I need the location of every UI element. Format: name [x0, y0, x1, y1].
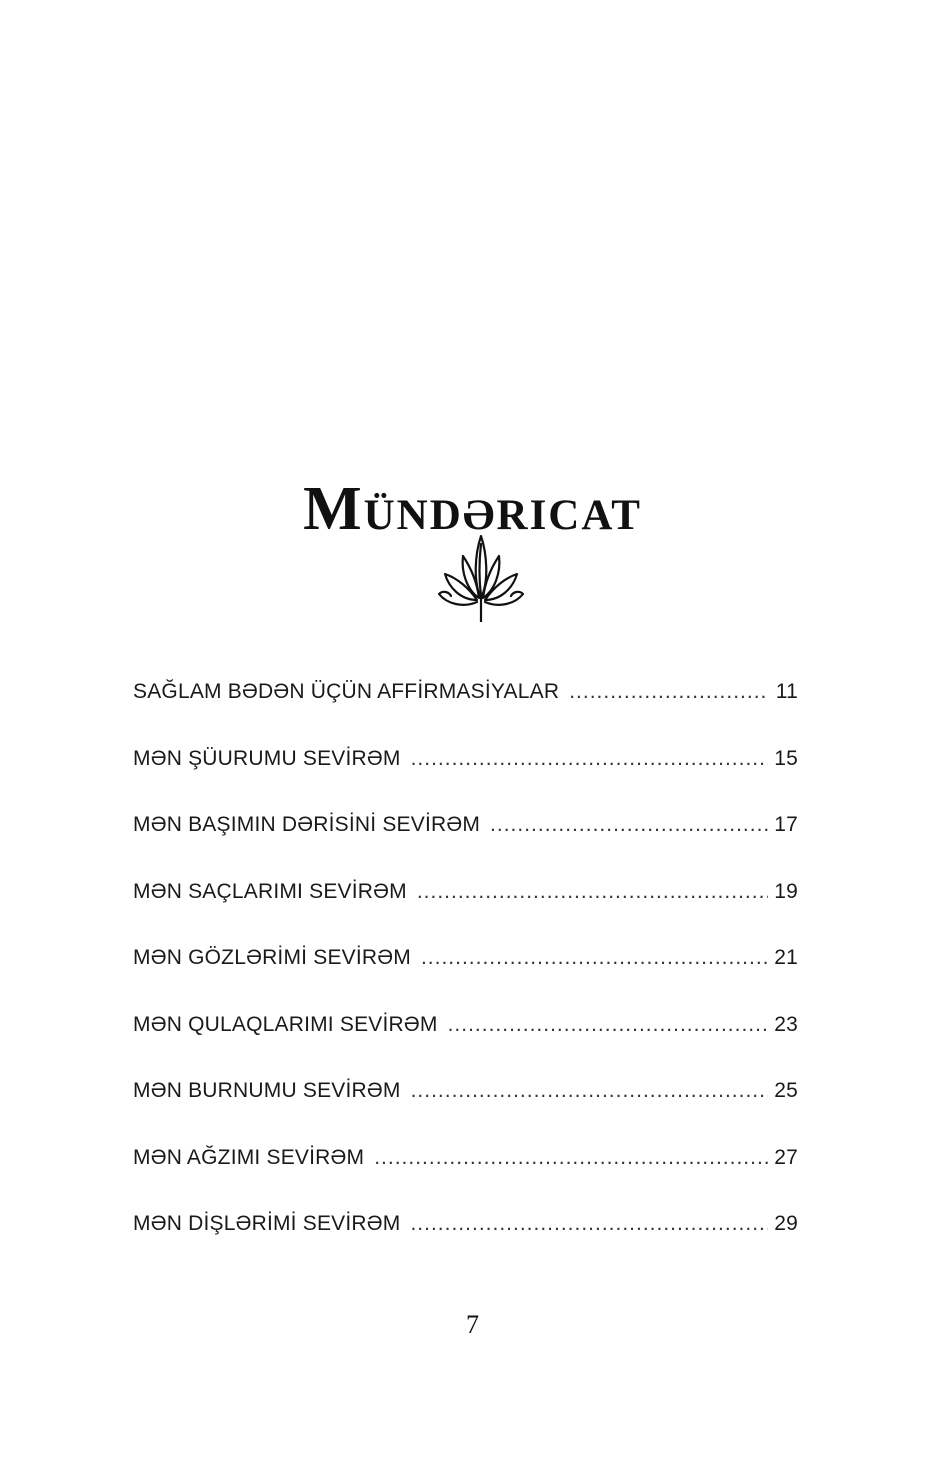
- toc-entry-page: 27: [774, 1145, 798, 1169]
- dot-leader: [569, 680, 768, 704]
- dot-leader: [374, 1146, 768, 1170]
- page-number: 7: [466, 1310, 479, 1339]
- dot-leader: [411, 747, 768, 771]
- toc-entry-page: 19: [774, 879, 798, 903]
- toc-entry-title: MƏN BURNUMU SEVİRƏM: [133, 1079, 401, 1102]
- toc-entry-page: 17: [774, 813, 798, 836]
- toc-entry-title: SAĞLAM BƏDƏN ÜÇÜN AFFİRMASİYALAR: [133, 680, 560, 703]
- toc-entry-page: 15: [774, 746, 798, 770]
- toc-entry-title: MƏN GÖZLƏRİMİ SEVİRƏM: [133, 946, 411, 969]
- dot-leader: [490, 813, 768, 837]
- dot-leader: [421, 946, 768, 970]
- toc-entry-title: MƏN AĞZIMI SEVİRƏM: [133, 1145, 365, 1169]
- toc-entry-page: 23: [774, 1012, 798, 1036]
- page-title: Mündəricat: [303, 474, 642, 543]
- toc-entry-title: MƏN DİŞLƏRİMİ SEVİRƏM: [133, 1212, 401, 1235]
- dot-leader: [448, 1013, 768, 1037]
- toc-entry-page: 29: [774, 1212, 798, 1235]
- toc-entry[interactable]: [133, 1079, 798, 1146]
- toc-entry-page: 11: [775, 680, 798, 703]
- toc-entry[interactable]: [133, 1146, 798, 1213]
- toc-entry-title: MƏN SAÇLARIMI SEVİRƏM: [133, 879, 407, 903]
- toc-entry-title: MƏN QULAQLARIMI SEVİRƏM: [133, 1012, 438, 1036]
- toc-entry-title: MƏN ŞÜURUMU SEVİRƏM: [133, 746, 401, 770]
- toc-entry[interactable]: [133, 1212, 798, 1279]
- toc-entry[interactable]: [133, 813, 798, 880]
- lotus-leaf-icon: [437, 530, 525, 622]
- toc-entry-title: MƏN BAŞIMIN DƏRİSİNİ SEVİRƏM: [133, 813, 481, 836]
- toc-entry[interactable]: [133, 946, 798, 1013]
- dot-leader: [410, 1212, 768, 1236]
- toc-entry[interactable]: [133, 1013, 798, 1080]
- toc-entry[interactable]: [133, 880, 798, 947]
- dot-leader: [411, 1079, 768, 1103]
- dot-leader: [417, 880, 768, 904]
- toc-entry[interactable]: [133, 747, 798, 814]
- toc-entry-page: 25: [774, 1079, 798, 1102]
- table-of-contents: [133, 680, 798, 1279]
- toc-entry[interactable]: [133, 680, 798, 747]
- toc-entry-page: 21: [774, 946, 798, 969]
